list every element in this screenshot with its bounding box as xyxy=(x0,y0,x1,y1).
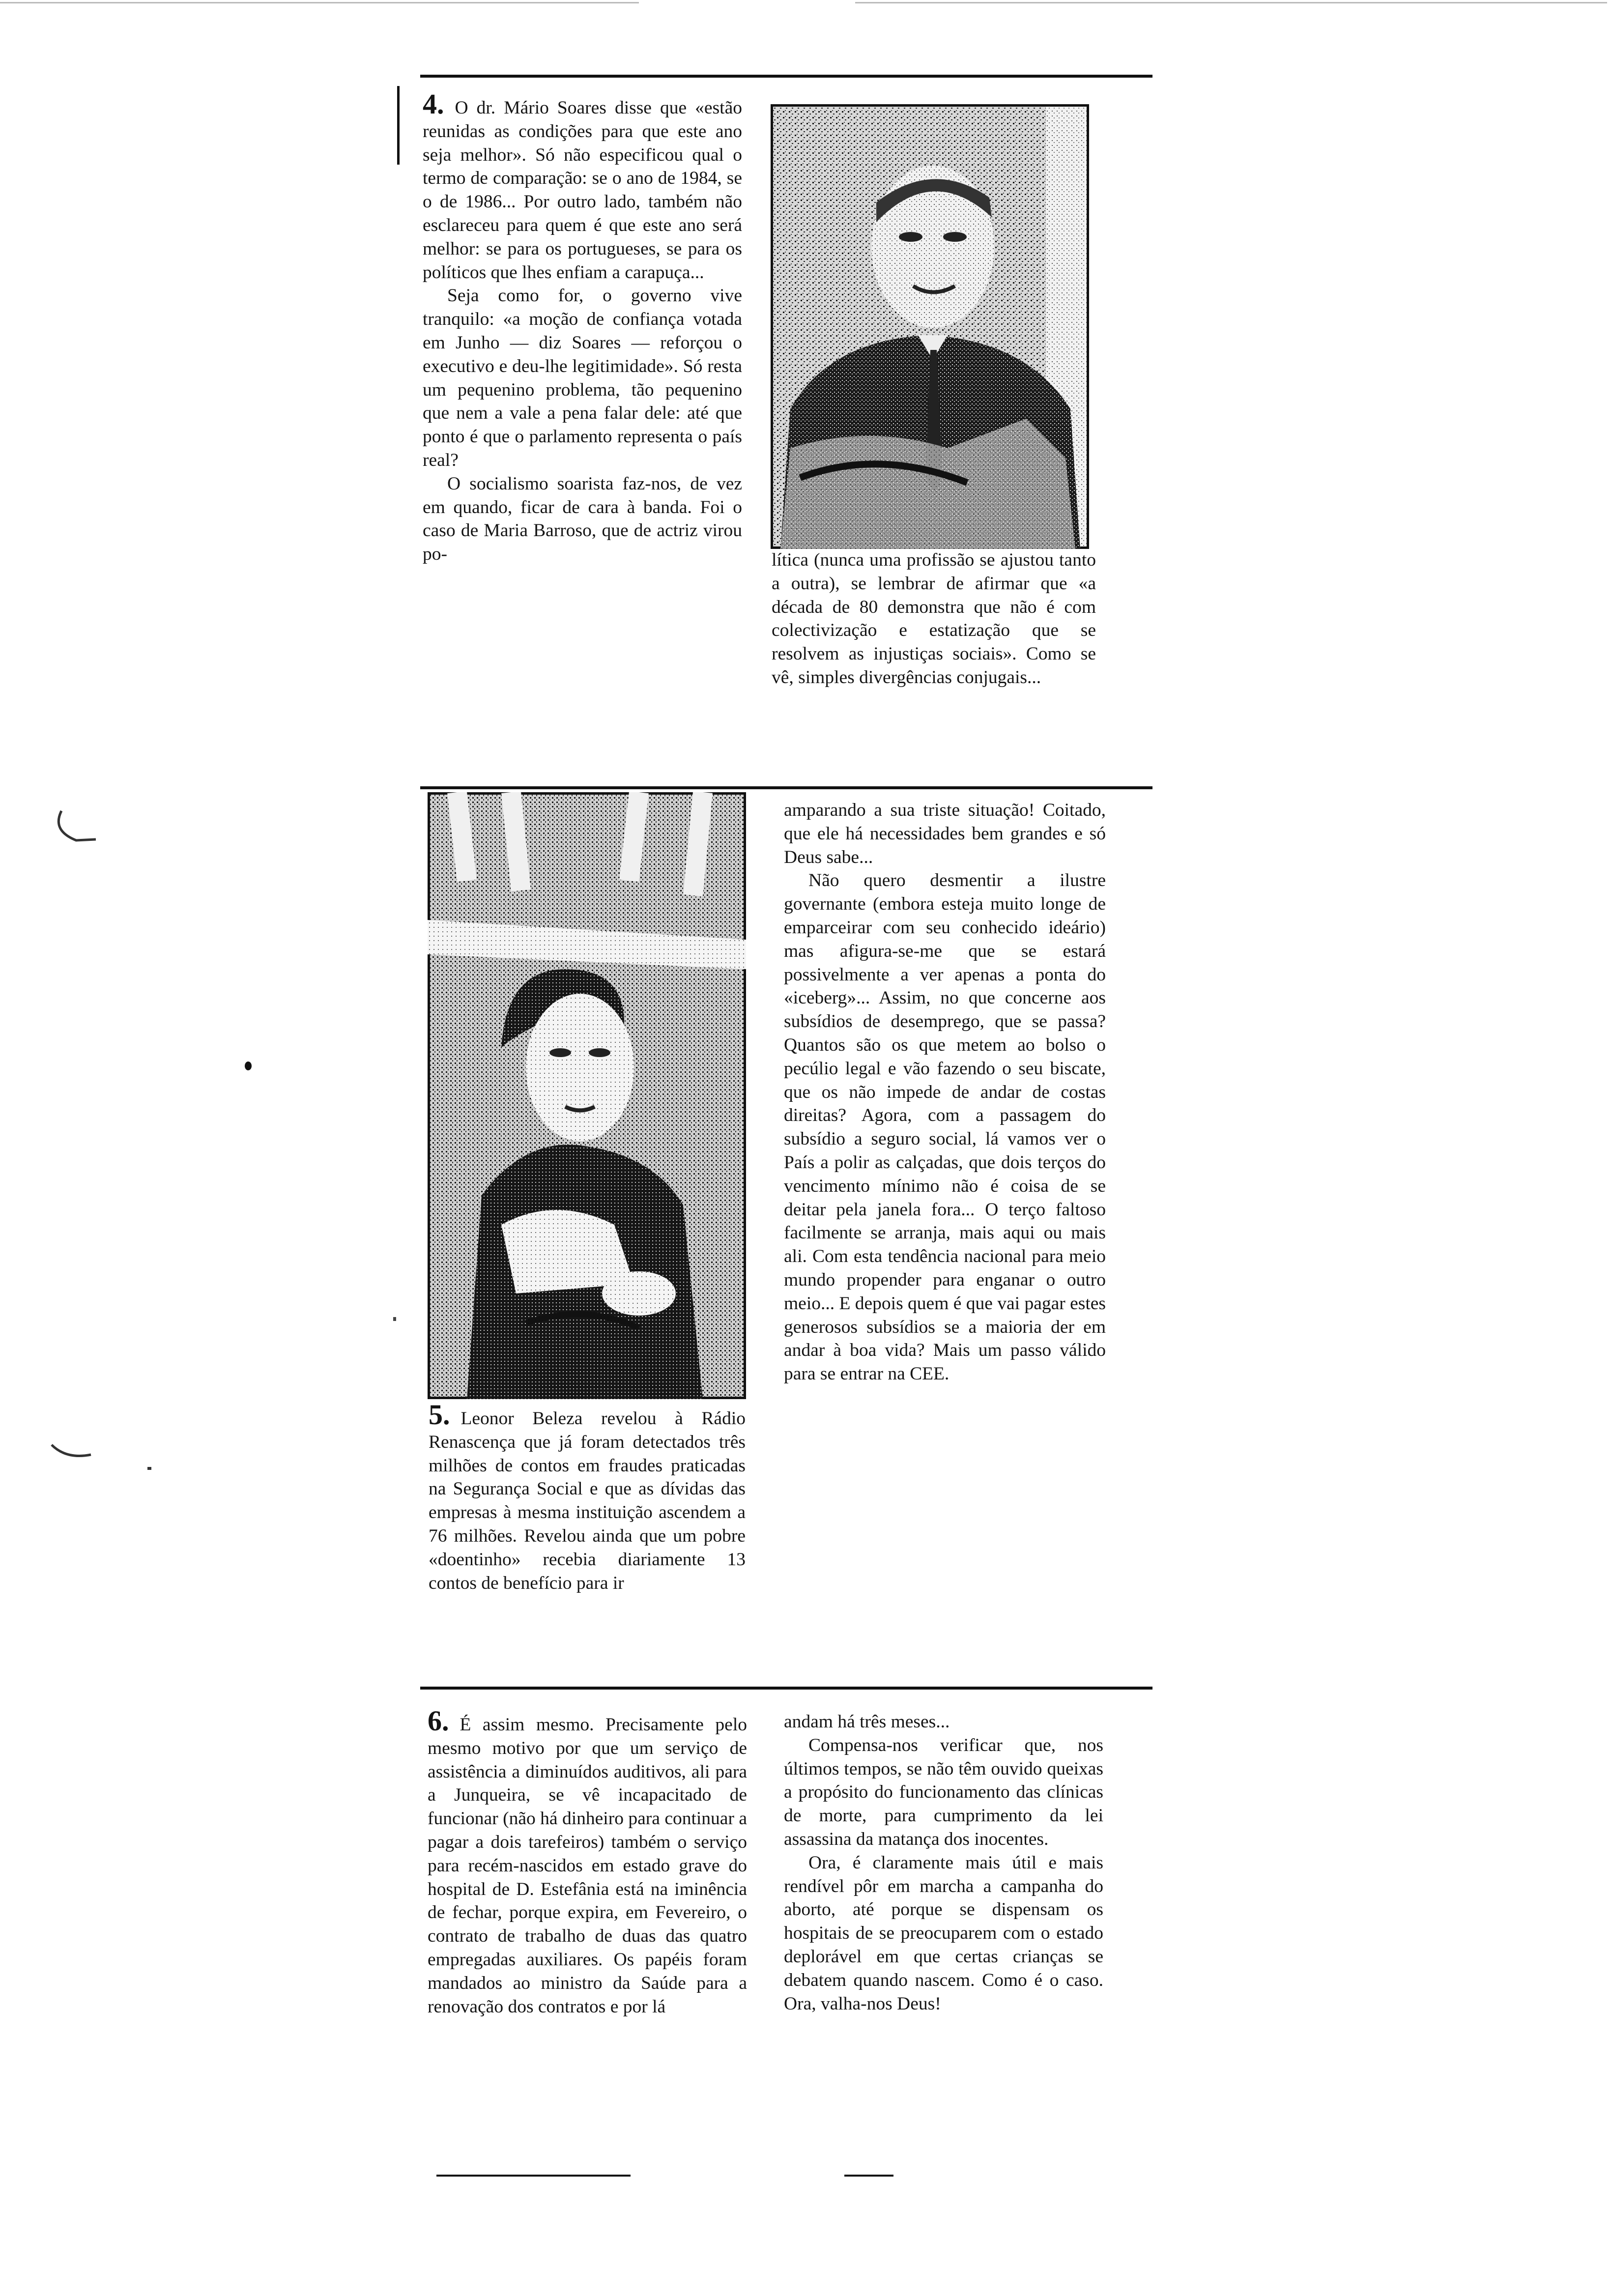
section-divider xyxy=(420,786,1152,789)
margin-dot xyxy=(393,1317,396,1321)
paragraph: Seja como for, o governo vive tranquilo: «a moção de confiança votada em Junho — diz Soares — reforçou o executivo e deu-lhe legitimidade». Só resta um pequenino problema, tão pequenino que nem a vale a pena falar dele: até que ponto é que o parlamento representa o país real? xyxy=(423,286,742,470)
paragraph: amparando a sua triste situação! Coitado, que ele há necessidades bem grandes e só Deus sabe... xyxy=(784,800,1106,867)
margin-mark xyxy=(47,806,101,845)
paragraph: Não quero desmentir a ilustre governante (embora esteja muito longe de emparceirar com seu conhecido ideário) mas afigura-se-me que se estará possivelmente a ver apenas a ponta do «iceberg»... Assim, no que concerne aos subsídios de desemprego, que se passa? Quantos são os que metem ao bolso o pecúlio legal e vão fazendo o seu biscate, que os não impede de andar de costas direitas? Agora, com a passagem do subsídio a seguro social, lá vamos ver o País a polir as calçadas, que dois terços do vencimento mínimo não é coisa de se deitar pela janela fora... O terço faltoso facilmente se arranja, mais aqui ou mais ali. Com esta tendência nacional para meio mundo propender para enganar o outro meio... E depois quem é que vai pagar estes generosos subsídios se a maioria der em andar à boa vida? Mais um passo válido para se entrar na CEE. xyxy=(784,870,1106,1384)
paragraph: Compensa-nos verificar que, nos últimos tempos, se não têm ouvido queixas a propósito do funcionamento das clínicas de morte, para cumprimento da lei assassina da matança dos inocentes. xyxy=(784,1735,1103,1849)
margin-bar xyxy=(397,86,400,165)
item-number: 6. xyxy=(428,1705,449,1737)
item-5-left-column xyxy=(429,1399,746,1595)
paragraph: andam há três meses... xyxy=(784,1712,950,1732)
section-divider xyxy=(420,1687,1152,1690)
item-4-right-column xyxy=(772,548,1096,689)
paragraph: Leonor Beleza revelou à Rádio Renascença que já foram detectados três milhões de contos em fraudes praticadas na Segurança Social e que as dívidas das empresas à mesma instituição ascendem a 76 milhões. Revelou ainda que um pobre «doentinho» recebia diariamente 13 contos de benefício para ir xyxy=(429,1408,746,1593)
scan-edge-line xyxy=(855,2,1607,3)
paragraph: É assim mesmo. Precisamente pelo mesmo motivo por que um serviço de assistência a diminuídos auditivos, ali para a Junqueira, se vê incapacitado de funcionar (não há dinheiro para continuar a pagar a dois tarefeiros) também o serviço para recém-nascidos em estado grave do hospital de D. Estefânia está na iminência de fechar, porque expira, em Fevereiro, o contrato de trabalho de duas das quatro empregadas auxiliares. Os papéis foram mandados ao ministro da Saúde para a renovação dos contratos e por lá xyxy=(428,1715,747,2017)
margin-dot xyxy=(245,1062,252,1070)
paragraph: lítica (nunca uma profissão se ajustou tanto a outra), se lembrar de afirmar que «a década de 80 demonstra que não é com colectivização e estatização que se resolvem as injustiças sociais». Como se vê, simples divergências conjugais... xyxy=(772,550,1096,688)
portrait-photo-man-image xyxy=(771,104,1089,549)
end-rule xyxy=(844,2175,893,2177)
item-number: 4. xyxy=(423,88,444,120)
section-divider xyxy=(420,75,1152,78)
end-rule xyxy=(436,2175,631,2177)
item-6-right-column xyxy=(784,1710,1103,2015)
item-4-left-column xyxy=(423,88,742,566)
item-number: 5. xyxy=(429,1399,450,1431)
portrait-photo-woman xyxy=(428,792,746,1399)
item-5-right-column xyxy=(784,799,1106,1386)
paragraph: O dr. Mário Soares disse que «estão reunidas as condições para que este ano seja melhor». Só não especificou qual o termo de comparação: se o ano de 1984, se o de 1986... Por outro lado, também não esclareceu para quem é que este ano será melhor: se para os portugueses, se para os políticos que lhes enfiam a carapuça... xyxy=(423,98,742,283)
margin-dot xyxy=(147,1467,151,1470)
item-6-left-column xyxy=(428,1705,747,2018)
paragraph: O socialismo soarista faz-nos, de vez em quando, ficar de cara à banda. Foi o caso de Maria Barroso, que de actriz virou po- xyxy=(423,473,742,565)
portrait-photo-man xyxy=(771,104,1089,549)
portrait-photo-woman-image xyxy=(428,792,746,1399)
margin-mark xyxy=(47,1435,101,1464)
paragraph: Ora, é claramente mais útil e mais rendível pôr em marcha a campanha do aborto, até porque se dispensam os hospitais de se preocuparem com o estado deplorável em que certas crianças se debatem quando nascem. Como é o caso. Ora, valha-nos Deus! xyxy=(784,1852,1103,2014)
scan-edge-line xyxy=(0,2,639,3)
